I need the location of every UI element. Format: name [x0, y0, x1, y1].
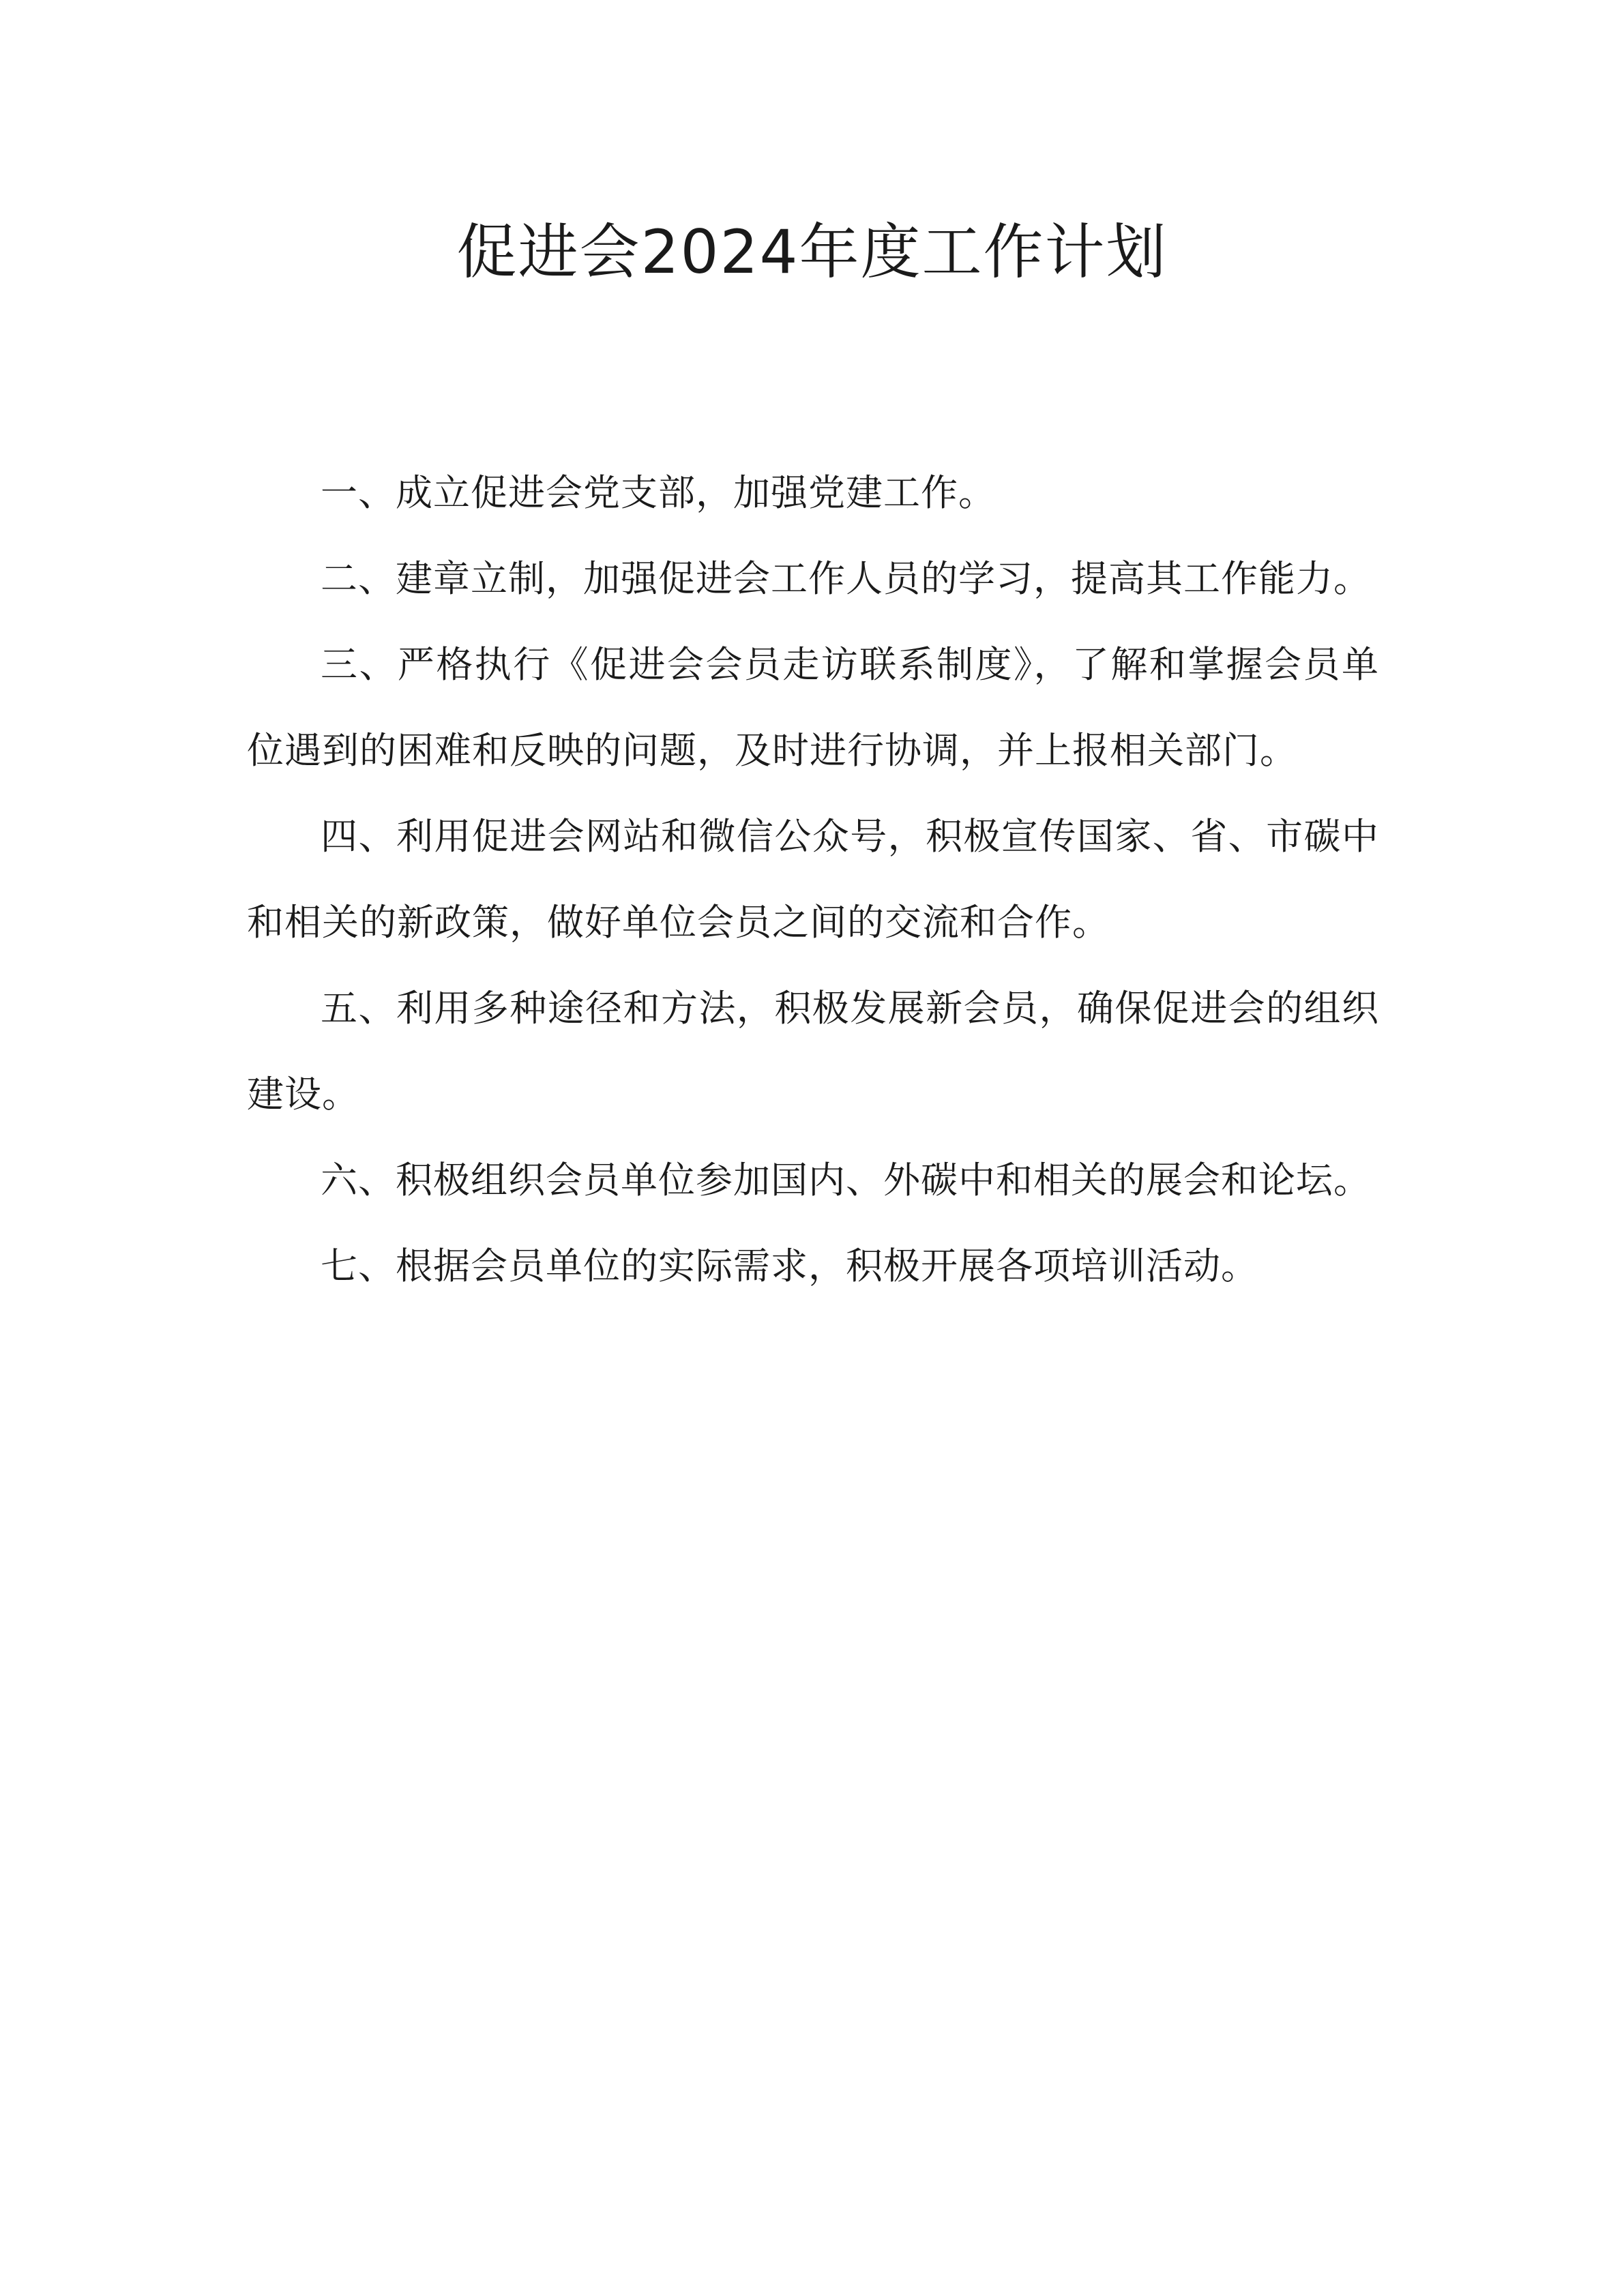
paragraph-7: 七、根据会员单位的实际需求，积极开展各项培训活动。	[321, 1244, 1258, 1287]
paragraph-6: 六、积极组织会员单位参加国内、外碳中和相关的展会和论坛。	[321, 1159, 1371, 1202]
paragraph-4: 四、利用促进会网站和微信公众号，积极宣传国家、省、市碳中和相关的新政策，做好单位会员之间的交流和合作。	[247, 815, 1379, 944]
document-title: 促进会2024年度工作计划	[456, 217, 1168, 287]
document-body	[247, 450, 1379, 1309]
paragraph-3: 三、严格执行《促进会会员走访联系制度》，了解和掌握会员单位遇到的困难和反映的问题，及时进行协调，并上报相关部门。	[247, 643, 1379, 772]
paragraph-5: 五、利用多种途径和方法，积极发展新会员，确保促进会的组织建设。	[247, 987, 1379, 1116]
paragraph-2: 二、建章立制，加强促进会工作人员的学习，提高其工作能力。	[321, 557, 1371, 600]
paragraph-1: 一、成立促进会党支部，加强党建工作。	[321, 471, 996, 514]
